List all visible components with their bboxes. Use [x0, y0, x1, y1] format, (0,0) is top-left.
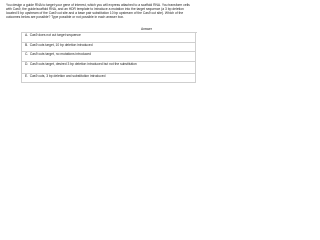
- option-letter: D.: [25, 61, 29, 66]
- option-text: Cas9 does not cut target sequence: [29, 33, 81, 37]
- answer-option-d[interactable]: [21, 62, 196, 75]
- option-text: Cas9 cuts target, no mutations introduced: [29, 52, 91, 56]
- answer-option-c[interactable]: [21, 52, 196, 62]
- option-text: Cas9 cuts target, 10 bp deletion introduced: [29, 42, 93, 47]
- answer-option-a[interactable]: [21, 33, 196, 43]
- question-text: You design a guide RNA to target your gene of interest, which you will express attached to a scaffold RNA. You transform cells with Cas9, the guide/scaffold RNA, and an HDR template to introduce a mutation into the target sequence (a 3 bp deletion located 5 bp upstream of the Cas9 cut site and a base pair substitution 10 bp upstream of the Cas9 cut site). Which of the outcomes below are possible? Type possible or not possible in each answer box.: [6, 3, 190, 19]
- option-text: Cas9 cuts, 3 bp deletion and substitution introduced: [29, 74, 106, 78]
- answer-option-e[interactable]: [21, 74, 196, 83]
- option-letter: A.: [25, 33, 29, 37]
- option-letter: B.: [25, 42, 29, 47]
- answer-option-b[interactable]: [21, 43, 196, 53]
- option-letter: C.: [25, 52, 29, 56]
- option-text: Cas9 cuts target, desired 3 bp deletion introduced but not the substitution: [29, 61, 137, 66]
- answer-options-list: [21, 32, 197, 87]
- answer-column-header: Answer: [141, 27, 152, 32]
- option-letter: E.: [25, 74, 29, 78]
